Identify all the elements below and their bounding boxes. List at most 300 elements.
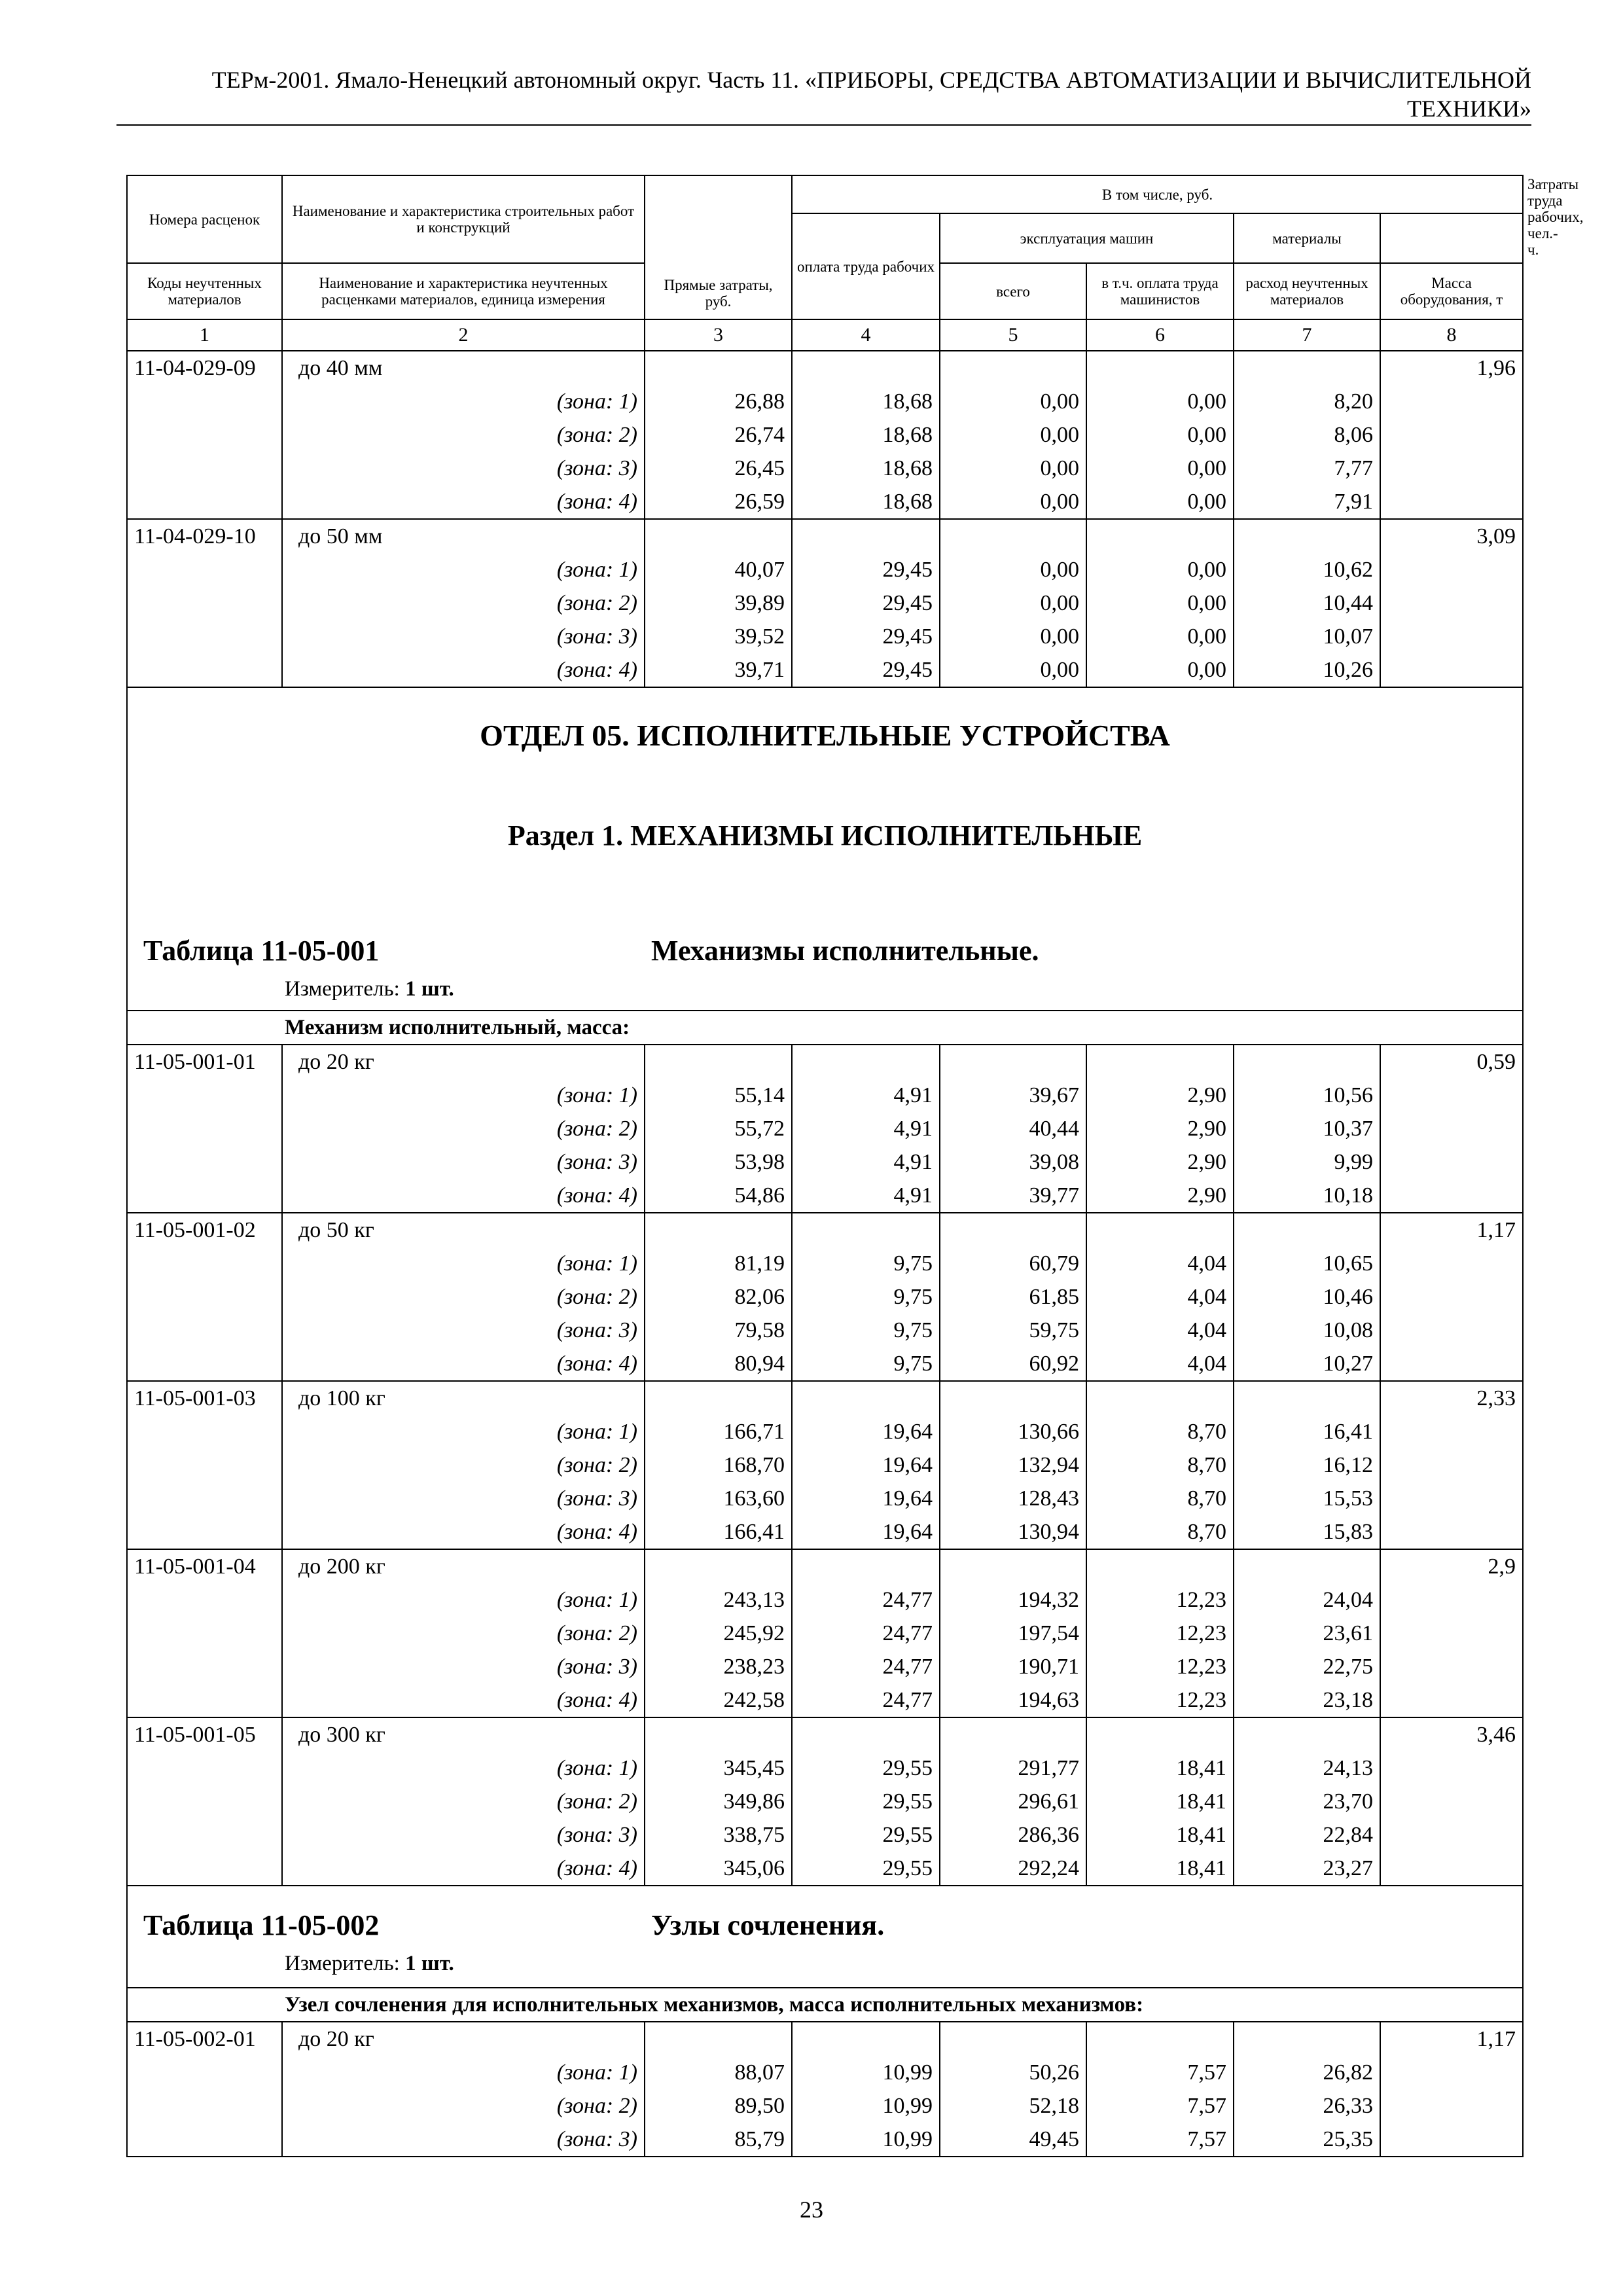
materials-cost: 7,77 — [1234, 452, 1380, 485]
zone-row — [127, 620, 1523, 653]
empty-cell — [1380, 653, 1523, 687]
empty-cell — [645, 519, 792, 553]
empty-cell — [1234, 1213, 1380, 1247]
zone-row — [127, 1482, 1523, 1515]
zone-row — [127, 1785, 1523, 1818]
rates-table-wrap — [126, 175, 1584, 2157]
table-number: Таблица 11-05-002 — [143, 1909, 380, 1941]
group-header: В том числе, руб. — [792, 175, 1523, 213]
machine-total: 0,00 — [940, 418, 1086, 452]
empty-cell — [127, 452, 282, 485]
empty-cell — [1380, 2089, 1523, 2123]
worker-wage: 19,64 — [792, 1415, 940, 1448]
materials-cost: 23,18 — [1234, 1683, 1380, 1717]
zone-label: (зона: 3) — [282, 1818, 645, 1852]
machinist-wage: 0,00 — [1086, 485, 1234, 519]
col-number: 4 — [792, 319, 940, 351]
empty-cell — [792, 1213, 940, 1247]
direct-cost: 345,45 — [645, 1751, 792, 1785]
materials-cost: 24,04 — [1234, 1583, 1380, 1617]
materials-cost: 10,44 — [1234, 586, 1380, 620]
empty-cell — [1380, 1818, 1523, 1852]
machine-total: 49,45 — [940, 2123, 1086, 2157]
materials-cost: 24,13 — [1234, 1751, 1380, 1785]
worker-wage: 19,64 — [792, 1515, 940, 1549]
zone-label: (зона: 3) — [282, 452, 645, 485]
worker-wage: 24,77 — [792, 1650, 940, 1683]
empty-cell — [127, 1145, 282, 1179]
empty-cell — [1380, 485, 1523, 519]
labor-cost: 0,59 — [1380, 1045, 1523, 1079]
col-number: 5 — [940, 319, 1086, 351]
zone-label: (зона: 3) — [282, 2123, 645, 2157]
machine-total: 190,71 — [940, 1650, 1086, 1683]
zone-row — [127, 1179, 1523, 1213]
rate-row — [127, 1213, 1523, 1247]
empty-cell — [1380, 1145, 1523, 1179]
machinist-wage: 12,23 — [1086, 1617, 1234, 1650]
zone-row — [127, 2123, 1523, 2157]
direct-cost: 243,13 — [645, 1583, 792, 1617]
empty-cell — [645, 2022, 792, 2056]
rate-name: до 200 кг — [282, 1549, 645, 1583]
zone-row — [127, 1617, 1523, 1650]
empty-cell — [1380, 1347, 1523, 1381]
col1-header-top: Номера расценок — [127, 175, 282, 263]
zone-row — [127, 1448, 1523, 1482]
empty-cell — [792, 351, 940, 385]
zone-label: (зона: 1) — [282, 2056, 645, 2089]
empty-cell — [792, 1549, 940, 1583]
machine-total: 50,26 — [940, 2056, 1086, 2089]
empty-cell — [127, 1448, 282, 1482]
machinist-wage: 0,00 — [1086, 385, 1234, 418]
machine-total: 130,66 — [940, 1415, 1086, 1448]
direct-cost: 39,71 — [645, 653, 792, 687]
empty-cell — [940, 1549, 1086, 1583]
direct-cost: 26,45 — [645, 452, 792, 485]
machinist-wage: 8,70 — [1086, 1448, 1234, 1482]
measure-label: Измеритель: — [285, 1952, 400, 1975]
zone-label: (зона: 2) — [282, 1617, 645, 1650]
machinist-wage: 0,00 — [1086, 418, 1234, 452]
zone-row — [127, 385, 1523, 418]
col-number: 6 — [1086, 319, 1234, 351]
empty-cell — [940, 519, 1086, 553]
machine-total: 39,67 — [940, 1079, 1086, 1112]
direct-cost: 345,06 — [645, 1852, 792, 1886]
empty-cell — [1234, 519, 1380, 553]
section-block — [127, 687, 1523, 1011]
zone-label: (зона: 1) — [282, 1079, 645, 1112]
empty-cell — [940, 1381, 1086, 1415]
empty-cell — [1380, 1617, 1523, 1650]
rate-code: 11-05-001-04 — [127, 1549, 282, 1583]
materials-cost: 10,65 — [1234, 1247, 1380, 1280]
worker-wage: 29,45 — [792, 620, 940, 653]
machine-total: 0,00 — [940, 485, 1086, 519]
header-line-1: ТЕРм-2001. Ямало-Ненецкий автономный округ. Часть 11. «ПРИБОРЫ, СРЕДСТВА АВТОМАТИЗАЦИИ И ВЫЧИСЛИТЕЛЬНОЙ — [211, 67, 1531, 93]
machinist-wage: 2,90 — [1086, 1112, 1234, 1145]
zone-label: (зона: 1) — [282, 385, 645, 418]
empty-cell — [645, 1549, 792, 1583]
materials-cost: 10,26 — [1234, 653, 1380, 687]
zone-row — [127, 1852, 1523, 1886]
worker-wage: 24,77 — [792, 1583, 940, 1617]
empty-cell — [1380, 1785, 1523, 1818]
column-number-row — [127, 319, 1523, 351]
worker-wage: 24,77 — [792, 1683, 940, 1717]
empty-cell — [127, 1112, 282, 1145]
materials-cost: 16,41 — [1234, 1415, 1380, 1448]
worker-wage: 9,75 — [792, 1247, 940, 1280]
zone-row — [127, 586, 1523, 620]
razdel-title: Раздел 1. МЕХАНИЗМЫ ИСПОЛНИТЕЛЬНЫЕ — [507, 819, 1143, 852]
labor-cost: 1,96 — [1380, 351, 1523, 385]
worker-wage: 19,64 — [792, 1448, 940, 1482]
empty-cell — [127, 2089, 282, 2123]
table-11-05-002-block — [127, 1886, 1523, 1988]
zone-row — [127, 1347, 1523, 1381]
col2-header-top: Наименование и характеристика строительных работ и конструкций — [282, 175, 645, 263]
empty-cell — [127, 1650, 282, 1683]
empty-cell — [1086, 1381, 1234, 1415]
machinist-wage: 18,41 — [1086, 1785, 1234, 1818]
empty-cell — [1234, 351, 1380, 385]
machine-total: 296,61 — [940, 1785, 1086, 1818]
measure-label: Измеритель: — [285, 977, 400, 1001]
col5-header: всего — [940, 263, 1086, 319]
zone-label: (зона: 1) — [282, 553, 645, 586]
rate-code: 11-05-001-05 — [127, 1717, 282, 1751]
empty-cell — [792, 1045, 940, 1079]
direct-cost: 55,72 — [645, 1112, 792, 1145]
materials-cost: 9,99 — [1234, 1145, 1380, 1179]
zone-row — [127, 1818, 1523, 1852]
empty-cell — [1234, 1549, 1380, 1583]
table-number: Таблица 11-05-001 — [143, 935, 380, 967]
empty-cell — [1380, 2056, 1523, 2089]
empty-cell — [127, 1583, 282, 1617]
labor-cost: 3,09 — [1380, 519, 1523, 553]
empty-cell — [127, 586, 282, 620]
empty-cell — [1234, 1717, 1380, 1751]
rate-row — [127, 2022, 1523, 2056]
empty-cell — [127, 485, 282, 519]
worker-wage: 10,99 — [792, 2056, 940, 2089]
zone-label: (зона: 2) — [282, 1785, 645, 1818]
zone-row — [127, 1515, 1523, 1549]
machine-total: 60,79 — [940, 1247, 1086, 1280]
col-number: 3 — [645, 319, 792, 351]
machinist-wage: 12,23 — [1086, 1650, 1234, 1683]
direct-cost: 39,89 — [645, 586, 792, 620]
empty-cell — [127, 653, 282, 687]
rates-table: Номера расценок Наименование и характеристика строительных работ и конструкций Прямые затраты, руб. В том числе, руб. Затраты труда рабочих, чел.-ч. оплата труда рабочих эксплуатация машин материалы Коды неучтенных материалов Наименование и характеристика неучтенных расценками материалов, единица измерения всего в т.ч. оплата труда машинистов расход неучтенных материалов Масса оборудования, т 1 2 3 4 5 6 7 8 11-04-029-09 до 40 мм 1,96 (зона: 1) 26,88 18,68 0,00 0,00 8,20 (зона: 2) 26,74 18,68 0,00 0,00 8,06 (зона: 3) 26,45 18,68 0,00 0,00 7,77 (зона: 4) 26,59 18,68 0,00 0,00 7,91 11-04-029-10 до 50 мм 3,09 (зона: 1) 40,07 29,45 0,00 0,00 10,62 (зона: 2) 39,89 29,45 0,00 0,00 10,44 (зона: 3) 39,52 29,45 0,00 0,00 10,07 (зона: 4) 39,71 29,45 0,00 0,00 10,26 ОТДЕЛ 05. ИСПОЛНИТЕЛЬНЫЕ УСТРОЙСТВА Раздел 1. МЕХАНИЗМЫ ИСПОЛНИТЕЛЬНЫЕ Таблица 11-05-001 Механизмы исполнительные. Измеритель: 1 шт. Механизм исполнительный, масса: 11-05-001-01 до 20 кг 0,59 (зона: 1) 55,14 4,91 39,67 2,90 10,56 (зона: 2) 55,72 4,91 40,44 2,90 10,37 (зона: 3) 53,98 4,91 39,08 2,90 9,99 (зона: 4) 54,86 4,91 39,77 2,90 10,18 11-05-001-02 до 50 кг 1,17 (зона: 1) 81,19 9,75 60,79 4,04 10,65 (зона: 2) 82,06 9,75 61,85 4,04 10,46 (зона: 3) 79,58 9,75 59,75 4,04 10,08 (зона: 4) 80,94 9,75 60,92 4,04 10,27 11-05-001-03 до 100 кг 2,33 (зона: 1) 166,71 19,64 130,66 8,70 16,41 (зона: 2) 168,70 19,64 132,94 8,70 16,12 (зона: 3) 163,60 19,64 128,43 8,70 15,53 (зона: 4) 166,41 19,64 130,94 8,70 15,83 11-05-001-04 до 200 кг 2,9 (зона: 1) 243,13 24,77 194,32 12,23 24,04 (зона: 2) 245,92 24,77 197,54 12,23 23,61 (зона: 3) 238,23 24,77 190,71 12,23 22,75 (зона: 4) 242,58 24,77 194,63 12,23 23,18 11-05-001-05 до 300 кг 3,46 (зона: 1) 345,45 29,55 291,77 18,41 24,13 (зона: 2) 349,86 29,55 296,61 18,41 23,70 (зона: 3) 338,75 29,55 286,36 18,41 22,84 (зона: 4) 345,06 29,55 292,24 18,41 23,27 Таблица 11-05-002 Узлы сочленения. Измеритель: 1 шт. Узел сочленения для исполнительных механизмов, масса исполнительных механизмов: 11-05-002-01 до 20 кг 1,17 (зона: 1) 88,07 10,99 50,26 7,57 26,82 (зона: 2) 89,50 10,99 52,18 7,57 26,33 (зона: 3) 85,79 10,99 49,45 7,57 25,35 — [126, 175, 1524, 2157]
empty-cell — [1380, 2123, 1523, 2157]
zone-label: (зона: 3) — [282, 1145, 645, 1179]
col-number: 1 — [127, 319, 282, 351]
empty-cell — [940, 1213, 1086, 1247]
header-line-2: ТЕХНИКИ» — [1407, 96, 1531, 122]
empty-cell — [1380, 418, 1523, 452]
machine-total: 197,54 — [940, 1617, 1086, 1650]
machinist-wage: 7,57 — [1086, 2089, 1234, 2123]
zone-label: (зона: 4) — [282, 653, 645, 687]
zone-row — [127, 1247, 1523, 1280]
materials-cost: 8,06 — [1234, 418, 1380, 452]
worker-wage: 29,45 — [792, 586, 940, 620]
empty-cell — [645, 1213, 792, 1247]
empty-cell — [127, 418, 282, 452]
direct-cost: 163,60 — [645, 1482, 792, 1515]
direct-cost: 238,23 — [645, 1650, 792, 1683]
zone-row — [127, 2056, 1523, 2089]
empty-cell — [1086, 1717, 1234, 1751]
direct-cost: 26,59 — [645, 485, 792, 519]
machine-total: 39,77 — [940, 1179, 1086, 1213]
direct-cost: 26,88 — [645, 385, 792, 418]
empty-cell — [127, 1347, 282, 1381]
machinist-wage: 2,90 — [1086, 1179, 1234, 1213]
direct-cost: 79,58 — [645, 1314, 792, 1347]
machine-total: 286,36 — [940, 1818, 1086, 1852]
empty-cell — [1380, 1179, 1523, 1213]
direct-cost: 55,14 — [645, 1079, 792, 1112]
empty-cell — [127, 1617, 282, 1650]
table-11-05-001-heading — [128, 934, 1522, 973]
zone-label: (зона: 3) — [282, 1650, 645, 1683]
rate-code: 11-04-029-09 — [127, 351, 282, 385]
machinist-wage: 8,70 — [1086, 1515, 1234, 1549]
worker-wage: 4,91 — [792, 1079, 940, 1112]
rate-code: 11-05-001-02 — [127, 1213, 282, 1247]
empty-cell — [127, 2123, 282, 2157]
machinist-wage: 4,04 — [1086, 1247, 1234, 1280]
machine-total: 0,00 — [940, 385, 1086, 418]
empty-cell — [940, 2022, 1086, 2056]
empty-cell — [127, 1179, 282, 1213]
worker-wage: 18,68 — [792, 385, 940, 418]
materials-cost: 23,70 — [1234, 1785, 1380, 1818]
materials-cost: 10,08 — [1234, 1314, 1380, 1347]
materials-cost: 10,56 — [1234, 1079, 1380, 1112]
rate-row — [127, 351, 1523, 385]
empty-cell — [1380, 1280, 1523, 1314]
worker-wage: 29,55 — [792, 1818, 940, 1852]
direct-cost: 168,70 — [645, 1448, 792, 1482]
machine-total: 291,77 — [940, 1751, 1086, 1785]
empty-cell — [1234, 1381, 1380, 1415]
machinist-wage: 4,04 — [1086, 1314, 1234, 1347]
zone-label: (зона: 4) — [282, 1515, 645, 1549]
empty-cell — [127, 1247, 282, 1280]
machine-total: 0,00 — [940, 653, 1086, 687]
worker-wage: 29,55 — [792, 1852, 940, 1886]
machinist-wage: 0,00 — [1086, 620, 1234, 653]
worker-wage: 29,45 — [792, 553, 940, 586]
worker-wage: 4,91 — [792, 1112, 940, 1145]
zone-row — [127, 1112, 1523, 1145]
empty-cell — [127, 1818, 282, 1852]
table-title: Узлы сочленения. — [651, 1909, 885, 1941]
materials-cost: 25,35 — [1234, 2123, 1380, 2157]
machine-total: 52,18 — [940, 2089, 1086, 2123]
machine-total: 0,00 — [940, 452, 1086, 485]
col6-header: в т.ч. оплата труда машинистов — [1086, 263, 1234, 319]
zone-label: (зона: 4) — [282, 1852, 645, 1886]
empty-cell — [1380, 1247, 1523, 1280]
otdel-title: ОТДЕЛ 05. ИСПОЛНИТЕЛЬНЫЕ УСТРОЙСТВА — [480, 719, 1170, 752]
machine-total: 128,43 — [940, 1482, 1086, 1515]
direct-cost: 81,19 — [645, 1247, 792, 1280]
machinist-wage: 0,00 — [1086, 586, 1234, 620]
rate-row — [127, 1549, 1523, 1583]
machinist-wage: 8,70 — [1086, 1482, 1234, 1515]
direct-cost: 166,71 — [645, 1415, 792, 1448]
empty-cell — [1380, 1079, 1523, 1112]
labor-cost: 3,46 — [1380, 1717, 1523, 1751]
materials-cost: 26,82 — [1234, 2056, 1380, 2089]
col8-header-bottom: Масса оборудования, т — [1380, 263, 1523, 319]
rate-name: до 50 кг — [282, 1213, 645, 1247]
zone-row — [127, 653, 1523, 687]
direct-cost: 242,58 — [645, 1683, 792, 1717]
materials-cost: 23,27 — [1234, 1852, 1380, 1886]
worker-wage: 24,77 — [792, 1617, 940, 1650]
zone-label: (зона: 4) — [282, 1179, 645, 1213]
materials-cost: 10,07 — [1234, 620, 1380, 653]
empty-cell — [792, 1717, 940, 1751]
rate-name: до 100 кг — [282, 1381, 645, 1415]
machinist-wage: 12,23 — [1086, 1683, 1234, 1717]
zone-label: (зона: 1) — [282, 1247, 645, 1280]
worker-wage: 4,91 — [792, 1179, 940, 1213]
col3-header: Прямые затраты, руб. — [645, 175, 792, 319]
labor-cost: 1,17 — [1380, 1213, 1523, 1247]
materials-cost: 15,53 — [1234, 1482, 1380, 1515]
empty-cell — [127, 620, 282, 653]
empty-cell — [127, 1482, 282, 1515]
materials-cost: 26,33 — [1234, 2089, 1380, 2123]
table-subheader: Узел сочленения для исполнительных механизмов, масса исполнительных механизмов: — [127, 1988, 1523, 2022]
empty-cell — [127, 385, 282, 418]
empty-cell — [940, 1717, 1086, 1751]
rate-name: до 20 кг — [282, 1045, 645, 1079]
measure-value: 1 шт. — [405, 1952, 454, 1975]
zone-label: (зона: 2) — [282, 1280, 645, 1314]
empty-cell — [1380, 1583, 1523, 1617]
zone-label: (зона: 2) — [282, 1448, 645, 1482]
worker-wage: 4,91 — [792, 1145, 940, 1179]
zone-row — [127, 1583, 1523, 1617]
empty-cell — [1086, 351, 1234, 385]
zone-label: (зона: 3) — [282, 1482, 645, 1515]
materials-cost: 8,20 — [1234, 385, 1380, 418]
empty-cell — [792, 1381, 940, 1415]
empty-cell — [1380, 1415, 1523, 1448]
table-subheader: Механизм исполнительный, масса: — [127, 1011, 1523, 1045]
empty-cell — [1086, 1213, 1234, 1247]
worker-wage: 9,75 — [792, 1280, 940, 1314]
materials-cost: 10,46 — [1234, 1280, 1380, 1314]
machine-total: 40,44 — [940, 1112, 1086, 1145]
direct-cost: 338,75 — [645, 1818, 792, 1852]
zone-label: (зона: 4) — [282, 1683, 645, 1717]
materials-cost: 16,12 — [1234, 1448, 1380, 1482]
machinist-wage: 2,90 — [1086, 1079, 1234, 1112]
rate-row — [127, 1381, 1523, 1415]
worker-wage: 9,75 — [792, 1314, 940, 1347]
zone-label: (зона: 1) — [282, 1751, 645, 1785]
machine-total: 132,94 — [940, 1448, 1086, 1482]
machinist-wage: 8,70 — [1086, 1415, 1234, 1448]
empty-cell — [1234, 1045, 1380, 1079]
empty-cell — [1234, 2022, 1380, 2056]
empty-cell — [645, 1045, 792, 1079]
direct-cost: 166,41 — [645, 1515, 792, 1549]
empty-cell — [1380, 1482, 1523, 1515]
empty-cell — [1086, 1549, 1234, 1583]
materials-header: материалы — [1234, 213, 1380, 263]
empty-cell — [127, 1415, 282, 1448]
machine-total: 194,63 — [940, 1683, 1086, 1717]
machinist-wage: 2,90 — [1086, 1145, 1234, 1179]
zone-label: (зона: 2) — [282, 2089, 645, 2123]
rate-code: 11-05-001-03 — [127, 1381, 282, 1415]
empty-cell — [1086, 1045, 1234, 1079]
zone-label: (зона: 2) — [282, 418, 645, 452]
materials-cost: 22,75 — [1234, 1650, 1380, 1683]
table-title: Механизмы исполнительные. — [651, 935, 1039, 967]
empty-cell — [940, 1045, 1086, 1079]
empty-cell — [1380, 1448, 1523, 1482]
empty-cell — [1380, 1683, 1523, 1717]
empty-cell — [645, 1717, 792, 1751]
zone-row — [127, 1751, 1523, 1785]
rate-name: до 300 кг — [282, 1717, 645, 1751]
rate-row — [127, 1045, 1523, 1079]
zone-row — [127, 1314, 1523, 1347]
col1-header-bottom: Коды неучтенных материалов — [127, 263, 282, 319]
zone-row — [127, 1145, 1523, 1179]
direct-cost: 40,07 — [645, 553, 792, 586]
empty-cell — [1380, 452, 1523, 485]
worker-wage: 10,99 — [792, 2089, 940, 2123]
zone-row — [127, 1683, 1523, 1717]
worker-wage: 9,75 — [792, 1347, 940, 1381]
empty-cell — [1380, 385, 1523, 418]
empty-cell — [1380, 1515, 1523, 1549]
direct-cost: 26,74 — [645, 418, 792, 452]
direct-cost: 82,06 — [645, 1280, 792, 1314]
machine-total: 0,00 — [940, 620, 1086, 653]
materials-cost: 22,84 — [1234, 1818, 1380, 1852]
direct-cost: 54,86 — [645, 1179, 792, 1213]
empty-cell — [1380, 1751, 1523, 1785]
zone-label: (зона: 2) — [282, 1112, 645, 1145]
direct-cost: 245,92 — [645, 1617, 792, 1650]
machinist-wage: 4,04 — [1086, 1347, 1234, 1381]
zone-label: (зона: 3) — [282, 1314, 645, 1347]
materials-cost: 10,37 — [1234, 1112, 1380, 1145]
empty-cell — [127, 1280, 282, 1314]
materials-cost: 7,91 — [1234, 485, 1380, 519]
direct-cost: 39,52 — [645, 620, 792, 653]
materials-cost: 10,27 — [1234, 1347, 1380, 1381]
worker-wage: 29,45 — [792, 653, 940, 687]
empty-cell — [1380, 586, 1523, 620]
